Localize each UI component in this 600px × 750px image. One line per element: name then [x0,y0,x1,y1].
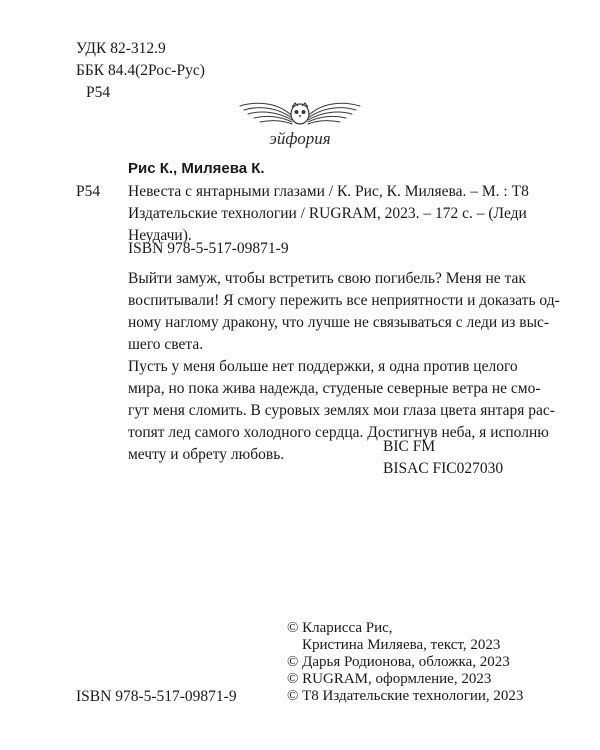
annotation-line: Выйти замуж, чтобы встретить свою погибель? Меня не так [128,270,526,287]
card-author-mark: Р54 [76,183,101,200]
copyright-line: © RUGRAM, оформление, 2023 [287,671,492,687]
card-authors: Рис К., Миляева К. [128,160,265,177]
winged-owl-icon [230,92,370,154]
bbk-code: ББК 84.4(2Рос-Рус) [76,62,205,79]
annotation-line: топят лед самого холодного сердца. Достигнув неба, я исполню [128,424,549,441]
description-line: Невеста с янтарными глазами / К. Рис, К. Миляева. – М. : Т8 [128,183,529,200]
annotation-line: мира, но пока жива надежда, студеные северные ветра не смо- [128,380,541,397]
copyright-line: © Кларисса Рис, [287,620,393,636]
description-line: Издательские технологии / RUGRAM, 2023. – 172 с. – (Леди [128,205,527,222]
publisher-logo [230,92,370,154]
annotation-line: гут меня сломить. В суровых землях мои глаза цвета янтаря рас- [128,402,555,419]
annotation-line: воспитывали! Я смогу пережить все неприятности и доказать од- [128,292,560,309]
author-mark: Р54 [86,84,111,101]
copyright-line: Кристина Миляева, текст, 2023 [302,637,501,653]
bic-code: BIC FM [383,438,436,455]
copyright-line: © Т8 Издательские технологии, 2023 [287,688,524,704]
copyright-notices [287,620,523,705]
description-line: Неудачи). [128,227,192,244]
classification-block [76,38,205,104]
udk-code: УДК 82-312.9 [76,40,166,57]
copyright-line: © Дарья Родионова, обложка, 2023 [287,654,510,670]
annotation-paragraph-1 [128,268,560,356]
svg-text:эйфория: эйфория [269,129,331,148]
annotation-line: шего света. [128,336,204,353]
subject-codes [383,436,503,480]
isbn-bottom: ISBN 978-5-517-09871-9 [76,688,237,705]
card-isbn: ISBN 978-5-517-09871-9 [128,240,289,257]
annotation-line: ному наглому дракону, что лучше не связываться с леди из выс- [128,314,550,331]
annotation-line: Пусть у меня больше нет поддержки, я одна против целого [128,358,518,375]
bisac-code: BISAC FIC027030 [383,460,504,477]
annotation-line: мечту и обрету любовь. [128,446,285,463]
